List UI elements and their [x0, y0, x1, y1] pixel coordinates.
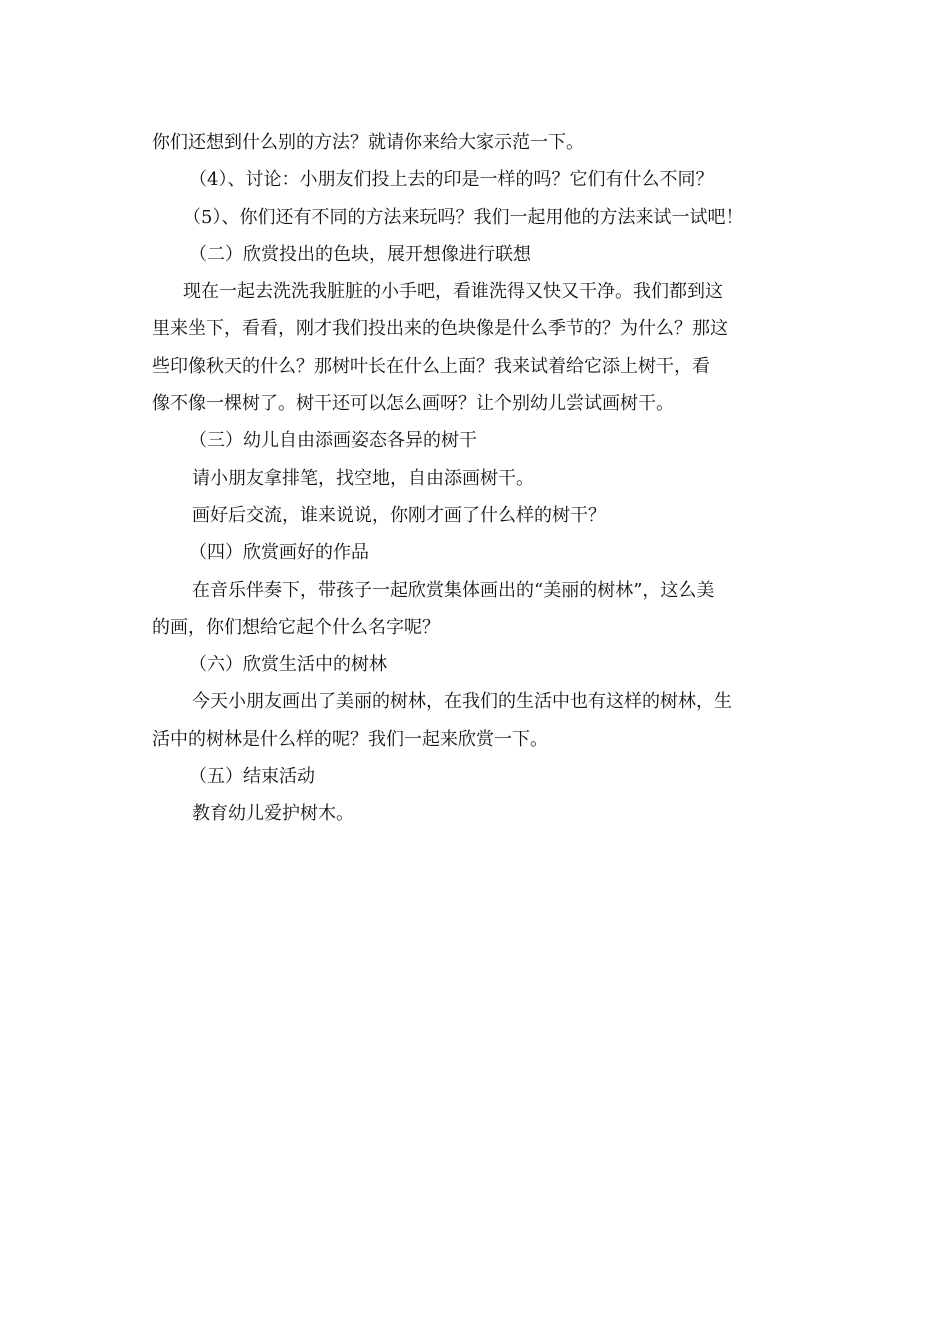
paragraph-line: 画好后交流，谁来说说，你刚才画了什么样的树干？	[192, 504, 606, 526]
section-heading-4: （四）欣赏画好的作品	[189, 542, 369, 564]
section-heading-2: （二）欣赏投出的色块，展开想像进行联想	[189, 243, 531, 265]
paragraph-line: 的画，你们想给它起个什么名字呢？	[152, 616, 440, 638]
paragraph-line: 像不像一棵树了。树干还可以怎么画呀？让个别幼儿尝试画树干。	[152, 393, 674, 415]
section-heading-3: （三）幼儿自由添画姿态各异的树干	[189, 430, 477, 452]
section-heading-5: （五）结束活动	[189, 766, 315, 788]
paragraph-line: 现在一起去洗洗我脏脏的小手吧，看谁洗得又快又干净。我们都到这	[183, 281, 723, 303]
paragraph-line: 些印像秋天的什么？那树叶长在什么上面？我来试着给它添上树干，看	[152, 355, 710, 377]
paragraph-line: 你们还想到什么别的方法？就请你来给大家示范一下。	[152, 132, 584, 153]
paragraph-line: 在音乐伴奏下，带孩子一起欣赏集体画出的“美丽的树林”，这么美	[192, 579, 715, 601]
section-heading-6: （六）欣赏生活中的树林	[189, 654, 387, 676]
paragraph-line: 请小朋友拿排笔，找空地，自由添画树干。	[192, 467, 534, 489]
paragraph-line: 教育幼儿爱护树木。	[192, 803, 354, 825]
step-4-discussion: （4）、讨论：小朋友们投上去的印是一样的吗？它们有什么不同？	[189, 169, 714, 191]
paragraph-line: 里来坐下，看看，刚才我们投出来的色块像是什么季节的？为什么？那这	[152, 318, 728, 340]
paragraph-line: 活中的树林是什么样的呢？我们一起来欣赏一下。	[152, 728, 548, 750]
paragraph-line: 今天小朋友画出了美丽的树林，在我们的生活中也有这样的树林，生	[192, 691, 732, 713]
step-5-other-methods: （5）、你们还有不同的方法来玩吗？我们一起用他的方法来试一试吧！	[183, 206, 744, 228]
document-body	[152, 124, 802, 833]
